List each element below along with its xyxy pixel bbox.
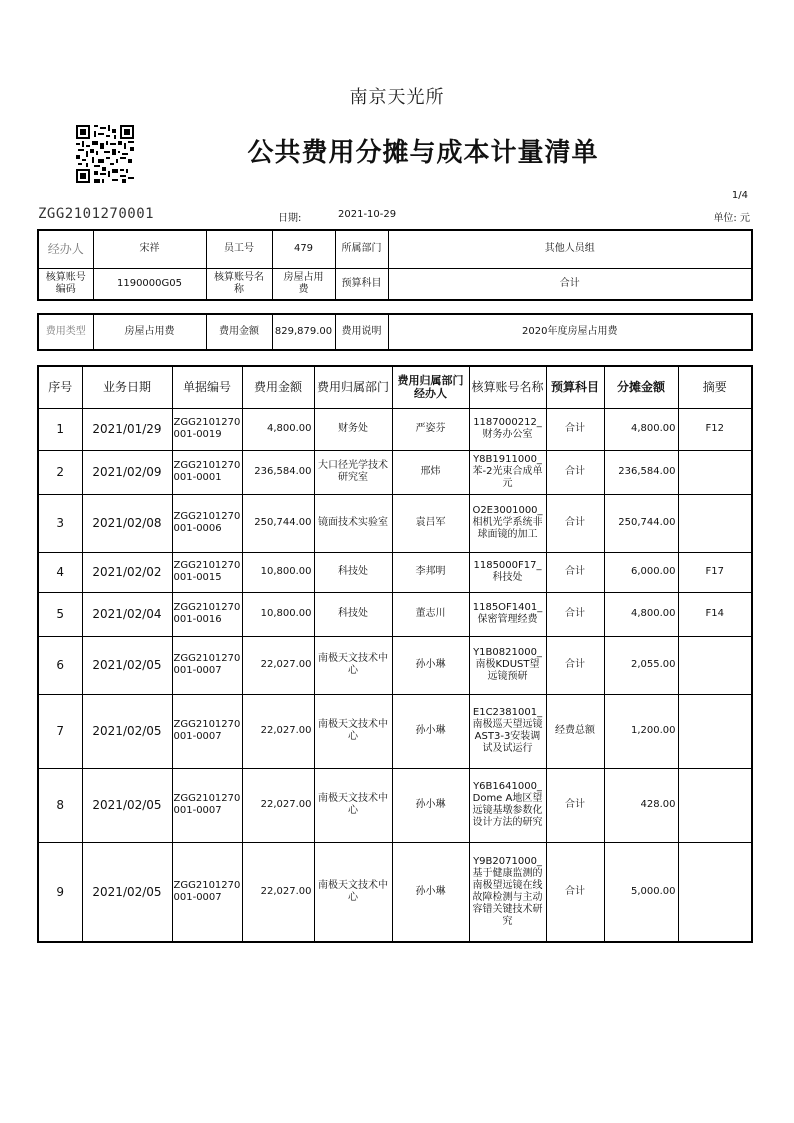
col-header-no: 序号 [38,366,82,408]
table-row [38,842,752,942]
row-amount: 236,584.00 [242,450,314,494]
row-amount: 22,027.00 [242,842,314,942]
row-person: 孙小琳 [392,636,469,694]
table-row [38,494,752,552]
row-bill-no: ZGG2101270001-0007 [172,694,242,768]
budget-label: 预算科目 [335,268,388,300]
row-date: 2021/02/05 [82,768,172,842]
row-no: 9 [38,842,82,942]
row-budget: 合计 [546,768,604,842]
account-code-value: 1190000G05 [93,268,206,300]
col-header-allocation: 分摊金额 [604,366,678,408]
col-header-dept-handler: 费用归属部门经办人 [392,366,469,408]
table-row [38,636,752,694]
row-date: 2021/02/05 [82,694,172,768]
table-row [38,768,752,842]
row-budget: 经费总额 [546,694,604,768]
col-header-memo: 摘要 [678,366,752,408]
row-allocation: 1,200.00 [604,694,678,768]
row-no: 3 [38,494,82,552]
row-memo [678,494,752,552]
row-bill-no: ZGG2101270001-0007 [172,636,242,694]
row-person: 孙小琳 [392,768,469,842]
row-budget: 合计 [546,636,604,694]
row-memo [678,636,752,694]
row-amount: 10,800.00 [242,592,314,636]
row-date: 2021/02/02 [82,552,172,592]
row-allocation: 4,800.00 [604,408,678,450]
row-memo [678,450,752,494]
budget-value: 合计 [388,268,752,300]
row-allocation: 250,744.00 [604,494,678,552]
row-allocation: 4,800.00 [604,592,678,636]
row-allocation: 428.00 [604,768,678,842]
row-amount: 22,027.00 [242,768,314,842]
row-account: O2E3001000_相机光学系统非球面镜的加工 [469,494,546,552]
expense-description-label: 费用说明 [335,314,388,350]
row-memo [678,694,752,768]
col-header-date: 业务日期 [82,366,172,408]
row-allocation: 2,055.00 [604,636,678,694]
table-row [38,552,752,592]
employee-no-label: 员工号 [206,230,272,268]
row-account: 1185000F17_科技处 [469,552,546,592]
row-bill-no: ZGG2101270001-0006 [172,494,242,552]
unit-label: 单位: 元 [713,213,750,224]
row-no: 5 [38,592,82,636]
expense-amount-label: 费用金额 [206,314,272,350]
row-account: Y1B0821000_南极KDUST望远镜预研 [469,636,546,694]
row-account: E1C2381001_南极巡天望远镜AST3-3安装调试及试运行 [469,694,546,768]
account-name-value: 房屋占用费 [272,268,335,300]
row-date: 2021/02/09 [82,450,172,494]
col-header-bill-no: 单据编号 [172,366,242,408]
table-row [38,592,752,636]
row-budget: 合计 [546,450,604,494]
row-date: 2021/02/05 [82,636,172,694]
col-header-account-name: 核算账号名称 [469,366,546,408]
row-dept: 南极天文技术中心 [314,636,392,694]
row-amount: 10,800.00 [242,552,314,592]
row-person: 孙小琳 [392,842,469,942]
table-row [38,408,752,450]
expense-type-label: 费用类型 [38,314,93,350]
row-memo: F14 [678,592,752,636]
row-bill-no: ZGG2101270001-0007 [172,842,242,942]
row-no: 4 [38,552,82,592]
row-bill-no: ZGG2101270001-0001 [172,450,242,494]
col-header-dept: 费用归属部门 [314,366,392,408]
row-memo: F17 [678,552,752,592]
account-code-label: 核算账号编码 [38,268,93,300]
row-dept: 镜面技术实验室 [314,494,392,552]
row-person: 李邦明 [392,552,469,592]
row-allocation: 6,000.00 [604,552,678,592]
row-dept: 科技处 [314,552,392,592]
row-amount: 22,027.00 [242,636,314,694]
row-amount: 4,800.00 [242,408,314,450]
row-amount: 250,744.00 [242,494,314,552]
row-account: Y8B1911000_苯-2光束合成单元 [469,450,546,494]
row-dept: 大口径光学技术研究室 [314,450,392,494]
row-account: Y6B1641000_Dome A地区望远镜基墩参数化设计方法的研究 [469,768,546,842]
page-number: 1/4 [731,190,748,201]
date-value: 2021-10-29 [338,209,397,220]
col-header-budget: 预算科目 [546,366,604,408]
row-budget: 合计 [546,494,604,552]
row-budget: 合计 [546,842,604,942]
row-person: 严姿芬 [392,408,469,450]
employee-no-value: 479 [272,230,335,268]
row-dept: 南极天文技术中心 [314,842,392,942]
handler-info-table [37,229,753,301]
row-no: 1 [38,408,82,450]
expense-description-value: 2020年度房屋占用费 [388,314,752,350]
date-label: 日期: [278,213,302,224]
row-account: Y9B2071000_基于健康监测的南极望远镜在线故障检测与主动容错关键技术研究 [469,842,546,942]
row-date: 2021/02/08 [82,494,172,552]
row-bill-no: ZGG2101270001-0019 [172,408,242,450]
meta-row [38,208,750,224]
row-date: 2021/02/05 [82,842,172,942]
row-dept: 财务处 [314,408,392,450]
row-account: 1187000212_财务办公室 [469,408,546,450]
row-bill-no: ZGG2101270001-0007 [172,768,242,842]
table-row [38,694,752,768]
organization-name: 南京天光所 [349,87,445,108]
row-dept: 科技处 [314,592,392,636]
expense-info-table [37,313,753,351]
row-amount: 22,027.00 [242,694,314,768]
expense-amount-value: 829,879.00 [272,314,335,350]
row-person: 孙小琳 [392,694,469,768]
department-label: 所属部门 [335,230,388,268]
department-value: 其他人员组 [388,230,752,268]
row-memo: F12 [678,408,752,450]
row-memo [678,768,752,842]
document-number: ZGG2101270001 [38,206,155,222]
row-budget: 合计 [546,592,604,636]
allocation-table [37,365,753,943]
row-no: 2 [38,450,82,494]
row-no: 8 [38,768,82,842]
row-bill-no: ZGG2101270001-0016 [172,592,242,636]
row-account: 1185OF1401_保密管理经费 [469,592,546,636]
row-memo [678,842,752,942]
handler-label: 经办人 [38,230,93,268]
row-no: 7 [38,694,82,768]
row-budget: 合计 [546,408,604,450]
row-allocation: 5,000.00 [604,842,678,942]
handler-value: 宋祥 [93,230,206,268]
row-dept: 南极天文技术中心 [314,694,392,768]
row-dept: 南极天文技术中心 [314,768,392,842]
document-title: 公共费用分摊与成本计量清单 [247,138,599,168]
account-name-label: 核算账号名称 [206,268,272,300]
row-person: 邢炜 [392,450,469,494]
row-person: 董志川 [392,592,469,636]
row-date: 2021/02/04 [82,592,172,636]
row-budget: 合计 [546,552,604,592]
row-date: 2021/01/29 [82,408,172,450]
col-header-amount: 费用金额 [242,366,314,408]
table-row [38,450,752,494]
expense-type-value: 房屋占用费 [93,314,206,350]
row-bill-no: ZGG2101270001-0015 [172,552,242,592]
row-person: 袁吕军 [392,494,469,552]
row-no: 6 [38,636,82,694]
row-allocation: 236,584.00 [604,450,678,494]
